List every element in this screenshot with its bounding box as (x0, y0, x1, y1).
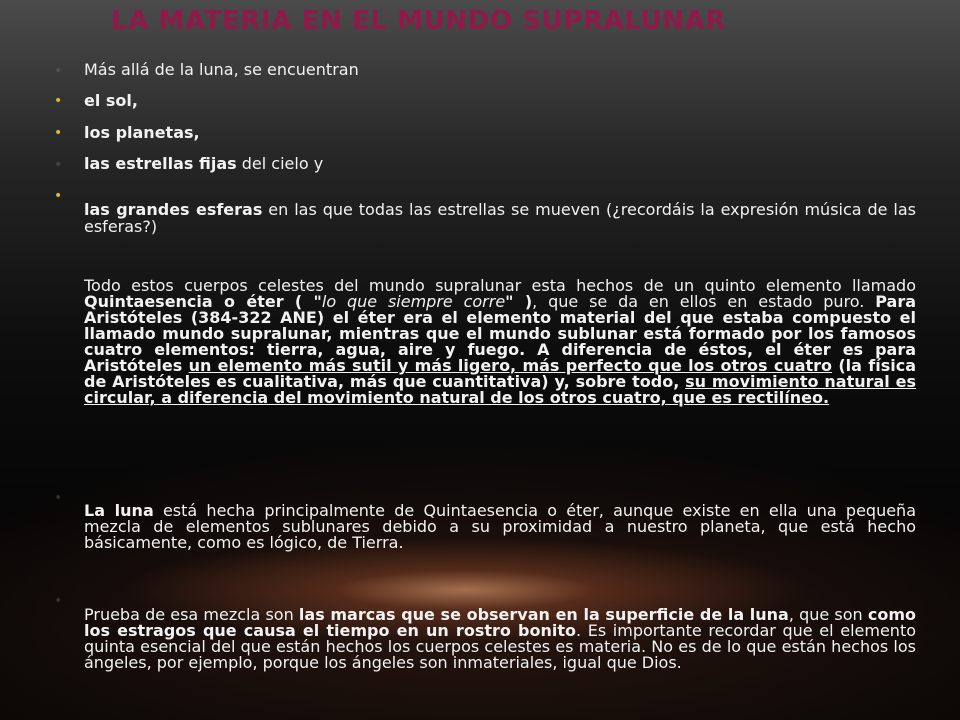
bold-text: los planetas, (84, 123, 200, 142)
bold-text: el sol, (84, 91, 138, 110)
plain-text: del cielo y (236, 154, 324, 173)
bold-text: " ) (505, 292, 533, 311)
bold-text: La luna (84, 501, 154, 520)
bold-underlined-text: un elemento más sutil y más ligero, más perfecto que los otros cuatro (188, 356, 833, 375)
plain-text: en las que todas las estrellas se mueven (¿recordáis la expresión música de las esferas?) (84, 200, 916, 236)
italic-text: lo que siempre corre (321, 292, 506, 311)
paragraph-luna (84, 503, 916, 551)
plain-text: , que son (788, 605, 868, 624)
plain-text: está hecha principalmente de Quintaesencia o éter, aunque existe en ella una pequeña mezcla de elementos sublunares debido a su proximidad a nuestro planeta, que está hecho básicamente, como es lógico, de Tierra. (84, 501, 916, 552)
list-item-text (84, 155, 323, 173)
paragraph-quintaesencia (84, 278, 916, 406)
paragraph-prueba (84, 607, 916, 671)
slide-title: LA MATERIA EN EL MUNDO SUPRALUNAR (111, 6, 727, 36)
bullet-icon: • (54, 157, 63, 173)
bullet-icon: • (54, 490, 63, 506)
bold-text: las grandes esferas (84, 200, 263, 219)
bold-text: las estrellas fijas (84, 154, 237, 173)
list-item-text (84, 92, 138, 110)
bold-text: Quintaesencia o éter ( " (84, 292, 322, 311)
bold-underlined-text: su movimiento natural es circular, a diferencia del movimiento natural de los otros cuatro, que es rectilíneo. (84, 372, 916, 407)
plain-text: Todo estos cuerpos celestes del mundo supralunar esta hechos de un quinto elemento llamado (84, 276, 916, 295)
bold-text: (la física de Aristóteles es cualitativa, más que cuantitativa) y, sobre todo, (84, 356, 917, 391)
bullet-icon: • (54, 93, 63, 109)
bold-text: las marcas que se observan en la superficie de la luna (298, 605, 789, 624)
list-item-text: Más allá de la luna, se encuentran (84, 60, 359, 79)
plain-text: . Es importante recordar que el elemento quinta esencial del que están hechos los cuerpos celestes es materia. No es de lo que están hechos los ángeles, por ejemplo, porque los ángeles son inmateriales, igual que Dios. (84, 621, 917, 672)
bullet-icon: • (54, 593, 63, 609)
list-item-text (84, 124, 200, 142)
bold-text: Para Aristóteles (384-322 ANE) el éter era el elemento material del que estaba compuesto el llamado mundo supralunar, mientras que el mundo sublunar está formado por los famosos cuatro elementos: tierra, agua, aire y fuego. A diferencia de éstos, el éter es para Aristóteles (84, 292, 917, 375)
bullet-icon: • (54, 63, 63, 79)
bold-text: como los estragos que causa el tiempo en un rostro bonito (84, 605, 917, 640)
bullet-icon: • (54, 188, 63, 204)
plain-text: , que se da en ellos en estado puro. (532, 292, 876, 311)
list-item-text (84, 201, 916, 235)
bullet-icon: • (54, 125, 63, 141)
plain-text: Prueba de esa mezcla son (84, 605, 299, 624)
